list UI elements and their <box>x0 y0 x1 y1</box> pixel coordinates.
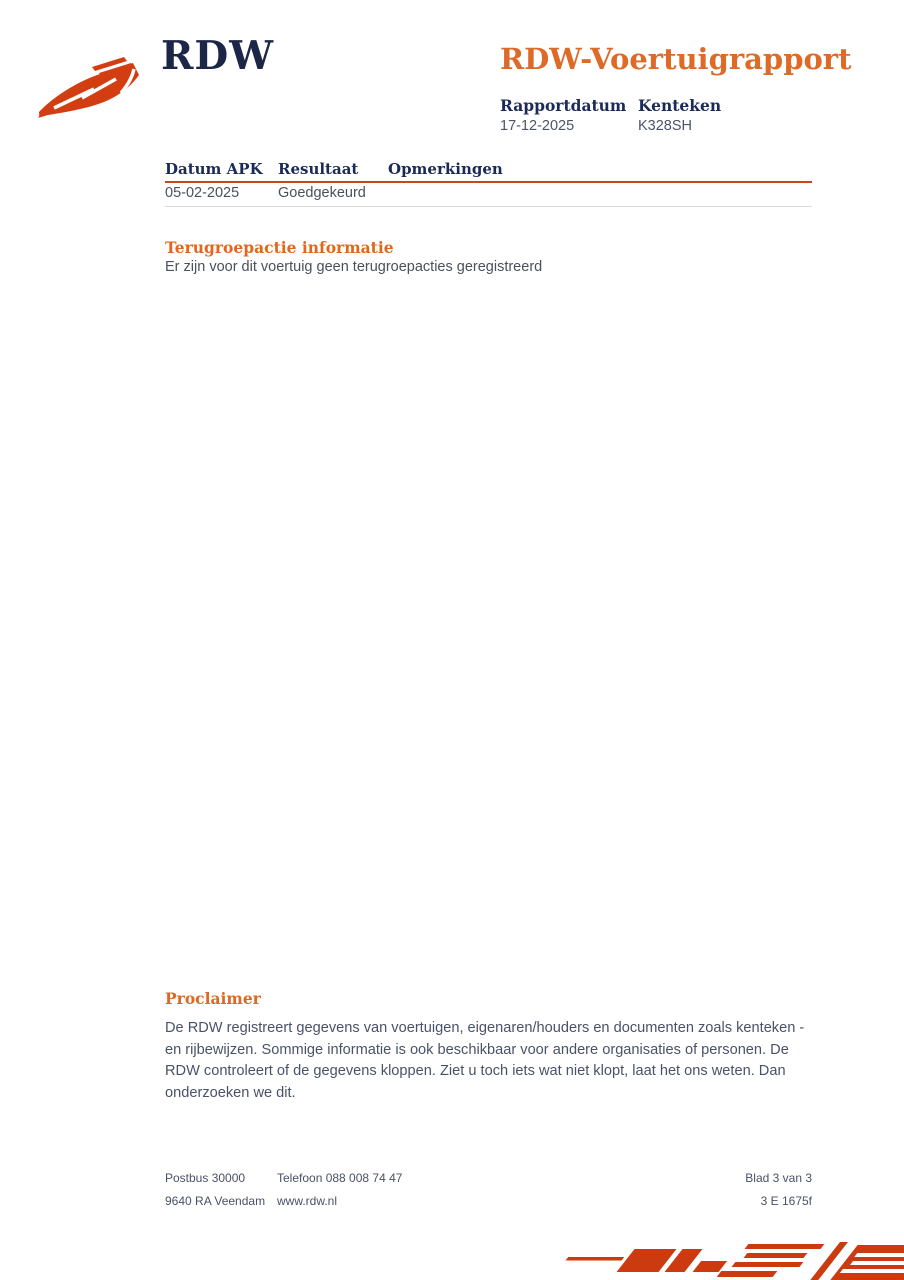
column-header-opmerkingen: Opmerkingen <box>388 160 503 178</box>
column-header-datum-apk: Datum APK <box>165 160 263 178</box>
rapportdatum-label: Rapportdatum <box>500 96 627 115</box>
row-rule <box>165 206 812 207</box>
column-header-resultaat: Resultaat <box>278 160 359 178</box>
page-title: RDW-Voertuigrapport <box>500 42 852 76</box>
header-rule <box>165 181 812 183</box>
rdw-wordmark: RDW <box>161 33 275 79</box>
footer-page-indicator: Blad 3 van 3 <box>745 1171 812 1185</box>
kenteken-value: K328SH <box>638 118 693 134</box>
proclaimer-heading: Proclaimer <box>165 989 261 1008</box>
rapportdatum-value: 17-12-2025 <box>500 118 575 134</box>
footer-postbus: Postbus 30000 <box>165 1171 246 1185</box>
rdw-stripes-icon <box>532 1242 904 1280</box>
apk-table-header <box>165 160 812 179</box>
footer-city: 9640 RA Veendam <box>165 1194 266 1208</box>
recall-section-heading: Terugroepactie informatie <box>165 238 394 257</box>
table-row <box>165 185 812 204</box>
rdw-feather-icon <box>36 52 154 122</box>
footer-doc-code: 3 E 1675f <box>760 1194 812 1208</box>
apk-table <box>165 160 812 207</box>
recall-section-body: Er zijn voor dit voertuig geen terugroepacties geregistreerd <box>165 259 543 275</box>
footer-phone: Telefoon 088 008 74 47 <box>277 1171 403 1185</box>
footer-website: www.rdw.nl <box>277 1194 338 1208</box>
cell-resultaat: Goedgekeurd <box>278 185 366 201</box>
cell-datum-apk: 05-02-2025 <box>165 185 240 201</box>
kenteken-label: Kenteken <box>638 96 722 115</box>
proclaimer-body: De RDW registreert gegevens van voertuigen, eigenaren/houders en documenten zoals kenteken - en rijbewijzen. Sommige informatie is ook beschikbaar voor andere organisaties of personen. De RDW controleert of de gegevens kloppen. Ziet u toch iets wat niet klopt, laat het ons weten. Dan onderzoeken we dit. <box>165 1020 805 1101</box>
